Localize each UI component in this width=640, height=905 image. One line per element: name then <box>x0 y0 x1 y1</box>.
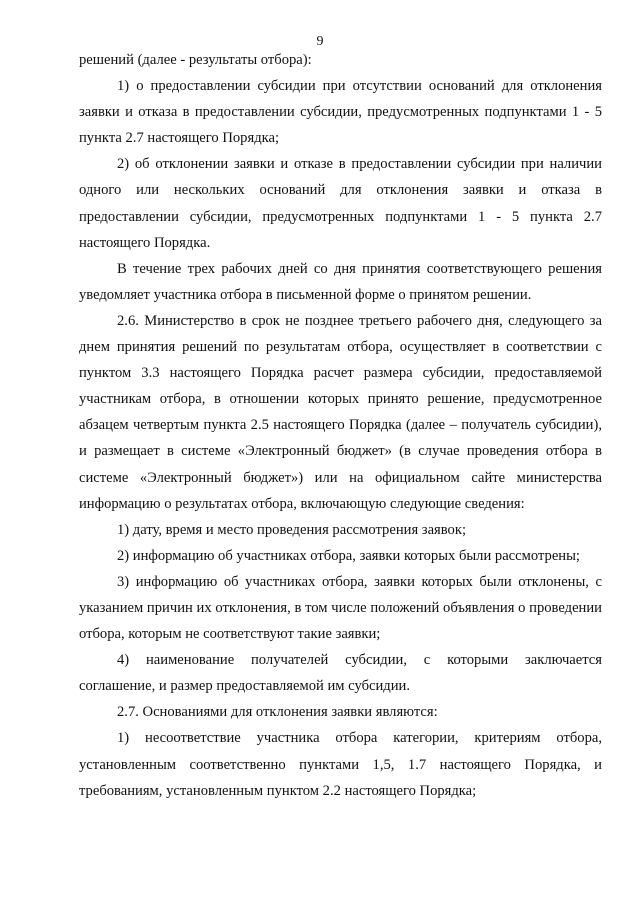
document-body <box>79 47 602 804</box>
paragraph-info-4: 4) наименование получателей субсидии, с которыми заключается соглашение, и размер предоставляемой им субсидии. <box>79 652 602 695</box>
paragraph-subitem-2: 2) об отклонении заявки и отказе в предоставлении субсидии при наличии одного или нескольких оснований для отклонения заявки и отказа в предоставлении субсидии, предусмотренных подпунктами 1 - 5 пункта 2.7 настоящего Порядка. <box>79 156 602 251</box>
paragraph-section-2-6: 2.6. Министерство в срок не позднее третьего рабочего дня, следующего за днем принятия решений по результатам отбора, осуществляет в соответствии с пунктом 3.3 настоящего Порядка расчет размера субсидии, предоставляемой участникам отбора, в отношении которых принято решение, предусмотренное абзацем четвертым пункта 2.5 настоящего Порядка (далее – получатель субсидии), и размещает в системе «Электронный бюджет» (в случае проведения отбора в системе «Электронный бюджет») или на официальном сайте министерства информацию о результатах отбора, включающую следующие сведения: <box>79 312 602 512</box>
paragraph-info-1: 1) дату, время и место проведения рассмотрения заявок; <box>117 521 466 538</box>
page-number: 9 <box>316 34 324 49</box>
paragraph-info-3: 3) информацию об участниках отбора, заявки которых были отклонены, с указанием причин их отклонения, в том числе положений объявления о проведении отбора, которым не соответствуют такие заявки; <box>79 573 602 643</box>
paragraph-continuation: решений (далее - результаты отбора): <box>79 52 312 68</box>
paragraph-ground-1: 1) несоответствие участника отбора категории, критериям отбора, установленным соответственно пунктами 1,5, 1.7 настоящего Порядка, и требованиям, установленным пунктом 2.2 настоящего Порядка; <box>79 730 602 799</box>
paragraph-notification: В течение трех рабочих дней со дня принятия соответствующего решения уведомляет участника отбора в письменной форме о принятом решении. <box>79 260 602 303</box>
paragraph-subitem-1: 1) о предоставлении субсидии при отсутствии оснований для отклонения заявки и отказа в предоставлении субсидии, предусмотренных подпунктами 1 - 5 пункта 2.7 настоящего Порядка; <box>79 78 602 147</box>
paragraph-info-2: 2) информацию об участниках отбора, заявки которых были рассмотрены; <box>117 547 580 564</box>
paragraph-section-2-7: 2.7. Основаниями для отклонения заявки являются: <box>117 704 438 721</box>
